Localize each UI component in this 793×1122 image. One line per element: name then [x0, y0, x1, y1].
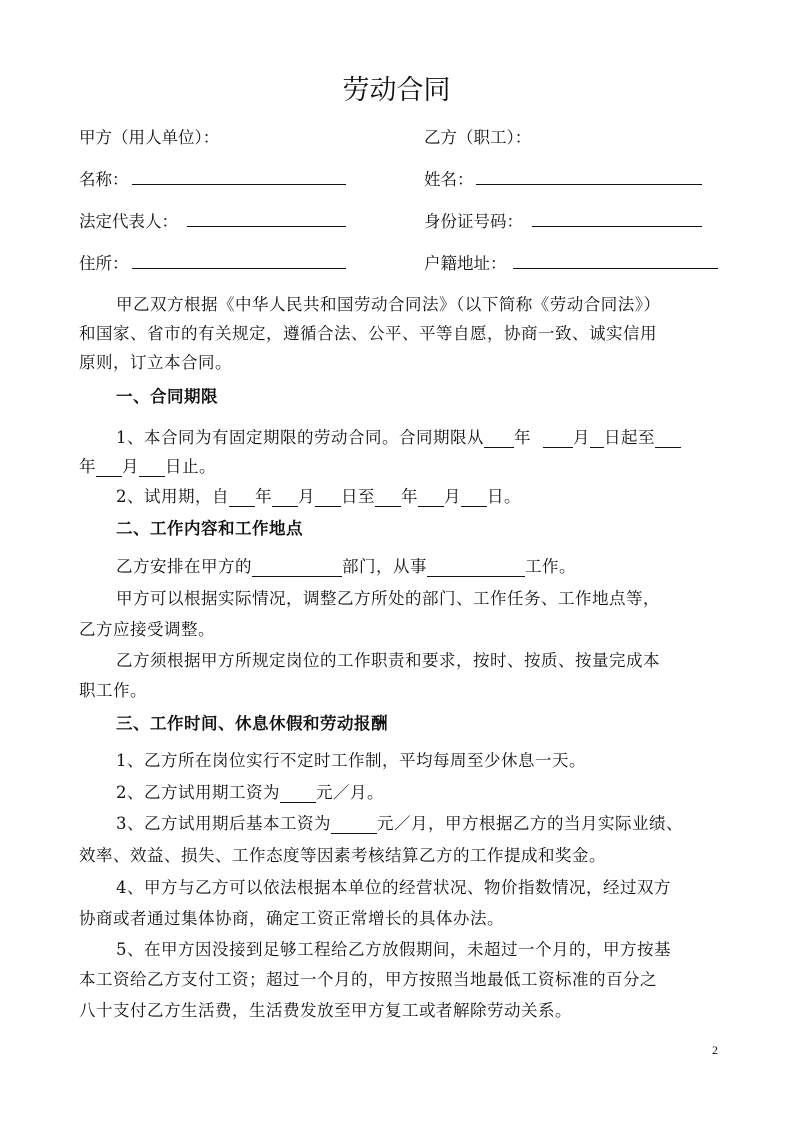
party-a-address-field[interactable] — [132, 267, 346, 269]
section3-c2 — [116, 779, 384, 803]
party-b-id-field[interactable] — [532, 225, 702, 227]
party-a-rep-field[interactable] — [187, 225, 346, 227]
day-end-label: 日止。 — [165, 457, 216, 476]
clause1-end-year-blank[interactable] — [655, 428, 681, 448]
day-from-label: 日起至 — [604, 428, 655, 447]
section3-c3-line-2: 效率、效益、损失、工作态度等因素考核结算乙方的工作提成和奖金。 — [79, 846, 606, 865]
department-blank[interactable] — [252, 557, 342, 577]
clause1-start-day-blank[interactable] — [590, 428, 604, 448]
clause1-start-year-blank[interactable] — [484, 428, 514, 448]
probation-wage-blank[interactable] — [280, 783, 316, 803]
month-label: 月 — [298, 487, 315, 506]
preamble-line-1: 甲乙双方根据《中华人民共和国劳动合同法》（以下简称《劳动合同法》） — [116, 295, 661, 314]
section3-c5-line-3: 八十支付乙方生活费，生活费发放至甲方复工或者解除劳动关系。 — [79, 1001, 572, 1020]
party-b-name-field[interactable] — [476, 183, 702, 185]
party-b-name-label: 姓名： — [424, 170, 474, 189]
month-label: 月 — [444, 487, 461, 506]
preamble-line-3: 原则，订立本合同。 — [79, 353, 232, 372]
clause1-end-day-blank[interactable] — [139, 457, 165, 477]
party-a-address-label: 住所： — [79, 254, 129, 273]
document-title: 劳动合同 — [342, 75, 451, 106]
section1-heading: 一、合同期限 — [116, 387, 218, 406]
year-label: 年 — [255, 487, 272, 506]
probation-end-year-blank[interactable] — [375, 487, 401, 507]
work-text: 工作。 — [525, 557, 576, 576]
basic-wage-text: 3、乙方试用期后基本工资为 — [116, 814, 331, 833]
section3-c1: 1、乙方所在岗位实行不定时工作制，平均每周至少休息一天。 — [116, 751, 586, 770]
section3-c4-line-2: 协商或者通过集体协商，确定工资正常增长的具体办法。 — [79, 909, 504, 928]
section2-p2-line-1: 甲方可以根据实际情况，调整乙方所处的部门、工作任务、工作地点等， — [116, 589, 660, 608]
year-label: 年 — [79, 457, 96, 476]
probation-wage-text: 2、乙方试用期工资为 — [116, 783, 280, 802]
probation-start-day-blank[interactable] — [315, 487, 341, 507]
probation-end-month-blank[interactable] — [418, 487, 444, 507]
party-b-household-label: 户籍地址： — [424, 254, 507, 273]
section2-p3-line-1: 乙方须根据甲方所规定岗位的工作职责和要求，按时、按质、按量完成本 — [116, 651, 660, 670]
basic-wage-blank[interactable] — [331, 814, 377, 834]
clause1-line-1 — [116, 424, 681, 448]
section2-p1 — [116, 553, 576, 577]
party-a-name-label: 名称： — [79, 170, 129, 189]
probation-end-day-blank[interactable] — [461, 487, 487, 507]
year-label: 年 — [401, 487, 418, 506]
party-b-household-field[interactable] — [513, 267, 718, 269]
party-a-name-field[interactable] — [132, 183, 346, 185]
section3-heading: 三、工作时间、休息休假和劳动报酬 — [116, 714, 388, 733]
probation-text: 2、试用期，自 — [116, 487, 229, 506]
section3-c5-line-2: 本工资给乙方支付工资；超过一个月的，甲方按照当地最低工资标准的百分之 — [79, 970, 657, 989]
party-a-header: 甲方（用人单位）： — [79, 128, 220, 147]
page-number: 2 — [712, 1043, 718, 1057]
party-a-rep-label: 法定代表人： — [79, 212, 178, 231]
clause2-line — [116, 483, 521, 507]
basic-wage-rest: 元／月，甲方根据乙方的当月实际业绩、 — [377, 814, 683, 833]
year-label: 年 — [514, 428, 531, 447]
party-b-id-label: 身份证号码： — [424, 212, 523, 231]
clause1-text: 1、本合同为有固定期限的劳动合同。合同期限从 — [116, 428, 484, 447]
probation-start-month-blank[interactable] — [272, 487, 298, 507]
section3-c3-line-1 — [116, 810, 683, 834]
day-end-label: 日。 — [487, 487, 521, 506]
clause1-start-month-blank[interactable] — [543, 428, 573, 448]
month-label: 月 — [573, 428, 590, 447]
per-month-text: 元／月。 — [316, 783, 384, 802]
section2-p2-line-2: 乙方应接受调整。 — [79, 620, 215, 639]
month-label: 月 — [122, 457, 139, 476]
section3-c5-line-1: 5、在甲方因没接到足够工程给乙方放假期间，未超过一个月的，甲方按基 — [116, 940, 671, 959]
assign-text: 乙方安排在甲方的 — [116, 557, 252, 576]
clause1-line-2 — [79, 453, 216, 477]
department-text: 部门，从事 — [342, 557, 427, 576]
day-to-label: 日至 — [341, 487, 375, 506]
section2-p3-line-2: 职工作。 — [79, 681, 147, 700]
section2-heading: 二、工作内容和工作地点 — [116, 519, 303, 538]
job-blank[interactable] — [427, 557, 525, 577]
section3-c4-line-1: 4、甲方与乙方可以依法根据本单位的经营状况、物价指数情况，经过双方 — [116, 878, 671, 897]
party-b-header: 乙方（职工）： — [424, 128, 532, 147]
clause1-end-month-blank[interactable] — [96, 457, 122, 477]
preamble-line-2: 和国家、省市的有关规定，遵循合法、公平、平等自愿，协商一致、诚实信用 — [79, 324, 657, 343]
probation-start-year-blank[interactable] — [229, 487, 255, 507]
